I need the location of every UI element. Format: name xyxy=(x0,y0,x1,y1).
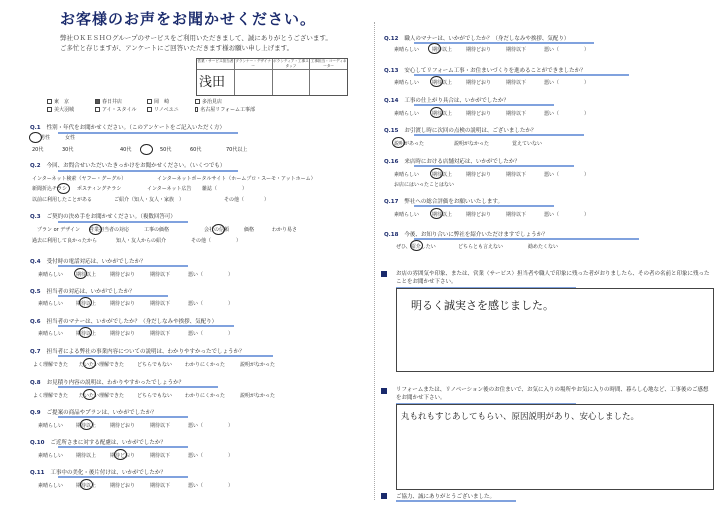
answer-circle[interactable] xyxy=(392,137,405,148)
q4-scale: 素晴らしい 期待以上 期待どおり 期待以下 悪い（ ） xyxy=(38,272,234,278)
comment-2-box[interactable] xyxy=(396,404,714,490)
question-11: Q.11 工事中の美化・後片付けは、いかがでしたか？ xyxy=(30,470,166,476)
staff-header-coordinator: 工事担当・コーディネーター xyxy=(310,59,347,68)
staff-cell-planner[interactable] xyxy=(235,70,273,95)
branch-option[interactable]: 春日井店 xyxy=(95,98,147,105)
answer-circle[interactable] xyxy=(140,144,153,155)
checkbox-icon[interactable] xyxy=(47,99,52,104)
bullet-icon xyxy=(381,271,387,277)
answer-circle[interactable] xyxy=(80,419,93,430)
checkbox-icon[interactable] xyxy=(47,107,52,112)
comment-2-prompt: リフォームまたは、リノベーション後のお住まいで、お気に入りの場所やお気に入りの時間、暮らし心地など、工事後のご感想をお聞かせ下さい。 xyxy=(396,387,709,401)
branch-option[interactable]: 名古屋リフォーム工事部 xyxy=(195,106,255,113)
question-9: Q.9 ご提案の商品やプランは、いかがでしたか？ xyxy=(30,410,157,416)
answer-circle[interactable] xyxy=(83,389,96,400)
question-13: Q.13 安心してリフォーム工事・お住まいづくりを進めることができましたか？ xyxy=(384,68,586,74)
thanks-message: ご協力、誠にありがとうございました。 xyxy=(396,494,496,500)
question-14: Q.14 工事の仕上がり具合は、いかがでしたか？ xyxy=(384,98,509,104)
bullet-icon xyxy=(381,388,387,394)
answer-circle[interactable] xyxy=(430,208,443,219)
comment-1-prompt: お店の雰囲気や印象、または、営業（サービス）担当者や職人で印象に残った者がおりましたら、その者の名前と印象に残ったことをお聞かせ下さい。 xyxy=(396,271,710,285)
q8-scale: よく理解できた だいたい理解できた どちらでもない わかりにくかった 説明がなかった xyxy=(33,393,276,399)
question-10: Q.10 ご近所さまに対する配慮は、いかがでしたか？ xyxy=(30,440,166,446)
staff-cell-worker[interactable] xyxy=(273,70,311,95)
staff-cell-coordinator[interactable] xyxy=(310,70,347,95)
answer-circle[interactable] xyxy=(89,224,102,235)
staff-signature: 浅田 xyxy=(199,75,226,90)
q5-scale: 素晴らしい 期待以上 期待どおり 期待以下 悪い（ ） xyxy=(38,301,234,307)
branch-checkboxes xyxy=(47,98,255,113)
q11-scale: 素晴らしい 期待以上 期待どおり 期待以下 悪い（ ） xyxy=(38,483,234,489)
q9-scale: 素晴らしい 期待以上 期待どおり 期待以下 悪い（ ） xyxy=(38,423,234,429)
staff-header-worker: ボランティア・工事スタッフ xyxy=(273,59,309,68)
question-3: Q.3 ご契約の決め手をお聞かせください。（複数回答可） xyxy=(30,214,176,220)
branch-option[interactable]: 岡 崎 xyxy=(147,98,195,105)
answer-circle[interactable] xyxy=(79,327,92,338)
question-15: Q.15 お引渡し時に次回の点検の説明は、ございましたか？ xyxy=(384,128,537,134)
question-5: Q.5 担当者の対応は、いかがでしたか？ xyxy=(30,289,135,295)
staff-header-sales: 営業・サービス担当者 xyxy=(197,59,235,69)
answer-circle[interactable] xyxy=(114,449,127,460)
q1-age: 20代 30代 40代 50代 60代 70代以上 xyxy=(32,147,248,153)
answer-circle[interactable] xyxy=(430,107,443,118)
checkbox-icon[interactable] xyxy=(195,107,198,112)
question-8: Q.8 お見積り内容の説明は、わかりやすかったでしょうか？ xyxy=(30,380,185,386)
question-18: Q.18 今後、お知り合いに弊社を紹介いただけますでしょうか？ xyxy=(384,232,548,238)
answer-circle[interactable] xyxy=(430,168,443,179)
answer-circle[interactable] xyxy=(410,240,423,251)
question-7: Q.7 担当者による弊社の事業内容についての説明は、わかりやすかったでしょうか？ xyxy=(30,349,245,355)
comment-2-handwriting: 丸もれもすじあしてもらい、原因説明があり、安心しました。 xyxy=(401,412,640,422)
column-divider xyxy=(374,22,375,500)
checkbox-icon[interactable] xyxy=(95,99,100,104)
question-6: Q.6 担当者のマナーは、いかがでしたか？（身だしなみや挨拶、気配り） xyxy=(30,319,218,325)
q1-gender: 男性 女性 xyxy=(40,135,76,141)
answer-circle[interactable] xyxy=(430,76,443,87)
q7-scale: よく理解できた だいたい理解できた どちらでもない わかりにくかった 説明がなかった xyxy=(33,362,276,368)
answer-circle[interactable] xyxy=(83,358,96,369)
staff-header-planner: プランナー・デザイナー xyxy=(235,59,271,68)
branch-option[interactable]: 多治見店 xyxy=(195,98,255,105)
question-12: Q.12 職人のマナーは、いかがでしたか？（身だしなみや挨拶、気配り） xyxy=(384,36,570,42)
answer-circle[interactable] xyxy=(57,183,70,194)
bullet-icon xyxy=(381,493,387,499)
q6-scale: 素晴らしい 期待以上 期待どおり 期待以下 悪い（ ） xyxy=(38,331,234,337)
staff-table xyxy=(196,58,348,96)
branch-option[interactable]: アイ・スタイル xyxy=(95,106,147,113)
checkbox-icon[interactable] xyxy=(147,99,152,104)
answer-circle[interactable] xyxy=(74,268,87,279)
intro-line-2: ご多忙と存じますが、アンケートにご回答いただきます様お願い申し上げます。 xyxy=(60,44,294,52)
answer-circle[interactable] xyxy=(428,43,441,54)
comment-1-handwriting: 明るく誠実さを感じました。 xyxy=(411,299,554,312)
answer-circle[interactable] xyxy=(80,479,93,490)
answer-circle[interactable] xyxy=(212,224,225,235)
branch-option[interactable]: 東 京 xyxy=(47,98,95,105)
question-16: Q.16 来店時における店舗対応は、いかがでしたか？ xyxy=(384,159,520,165)
checkbox-icon[interactable] xyxy=(147,107,152,112)
question-17: Q.17 弊社への総合評価をお願いいたします。 xyxy=(384,199,503,205)
question-1: Q.1 性別・年代をお聞かせください。（このアンケートをご記入いただく方） xyxy=(30,125,226,131)
branch-option[interactable]: リノベユニ xyxy=(147,106,195,113)
survey-title: お客様のお声をお聞かせください。 xyxy=(60,10,317,28)
question-2: Q.2 今回、お問合せいただいたきっかけをお聞かせください。（いくつでも） xyxy=(30,163,226,169)
branch-option[interactable]: 美大羽城 xyxy=(47,106,95,113)
comment-1-box[interactable] xyxy=(396,288,714,372)
checkbox-icon[interactable] xyxy=(95,107,100,112)
answer-circle[interactable] xyxy=(29,132,42,143)
checkbox-icon[interactable] xyxy=(195,99,200,104)
q10-scale: 素晴らしい 期待以上 期待どおり 期待以下 悪い（ ） xyxy=(38,453,234,459)
intro-line-1: 弊社ＯＫＥＳＨＯグループのサービスをご利用いただきまして、誠にありがとうございます。 xyxy=(60,34,332,42)
question-4: Q.4 受付時の電話対応は、いかがでしたか？ xyxy=(30,259,146,265)
answer-circle[interactable] xyxy=(79,297,92,308)
